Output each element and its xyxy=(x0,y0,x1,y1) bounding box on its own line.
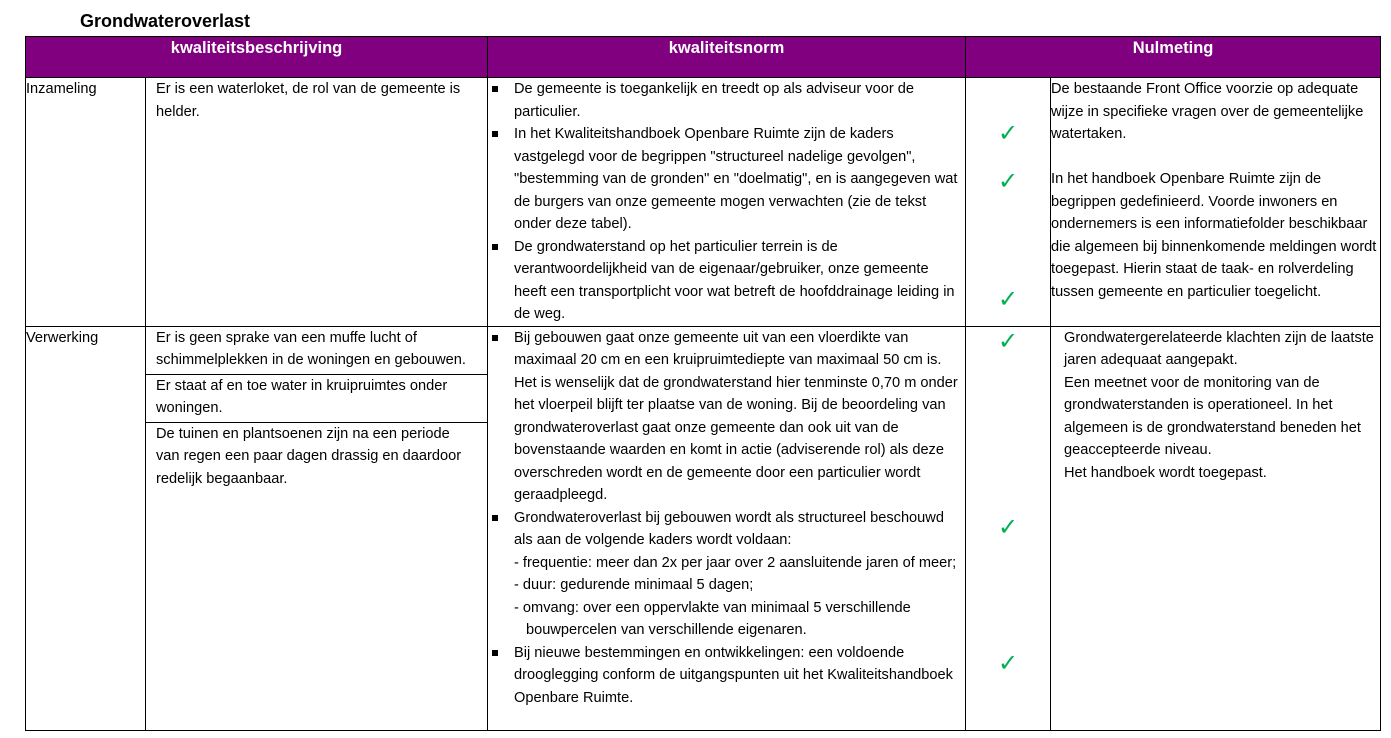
norm-cell xyxy=(488,326,966,731)
norm-subitem: - omvang: over een oppervlakte van minimaal 5 verschillende bouwpercelen van verschillende eigenaren. xyxy=(514,599,911,638)
header-description: kwaliteitsbeschrijving xyxy=(26,37,488,78)
category-cell: Inzameling xyxy=(26,78,146,327)
measurement-cell xyxy=(1051,78,1381,327)
norm-subitem: - duur: gedurende minimaal 5 dagen; xyxy=(514,577,754,593)
norm-item-text: Grondwateroverlast bij gebouwen wordt als structureel beschouwd als aan de volgende kaders wordt voldaan: xyxy=(514,509,944,548)
page-title: Grondwateroverlast xyxy=(80,11,251,31)
norm-subitem-list xyxy=(514,552,965,642)
check-icon: ✓ xyxy=(997,167,1019,195)
check-cell xyxy=(966,78,1051,327)
table-row xyxy=(26,78,1381,327)
table-row xyxy=(26,326,1381,731)
description-text: Er is geen sprake van een muffe lucht of schimmelplekken in de woningen en gebouwen. xyxy=(146,327,487,375)
check-icon: ✓ xyxy=(997,119,1019,147)
description-text: De tuinen en plantsoenen zijn na een periode van regen een paar dagen drassig en daardoor redelijk begaanbaar. xyxy=(156,425,462,487)
norm-item: In het Kwaliteitshandboek Openbare Ruimte zijn de kaders vastgelegd voor de begrippen "structureel nadelige gevolgen", "bestemming van de gronden" en "doelmatig", en is aangegeven wat de burgers van onze gemeente mogen verwachten (zie de tekst onder deze tabel). xyxy=(488,123,965,236)
description-cell xyxy=(146,326,488,731)
category-cell: Verwerking xyxy=(26,326,146,731)
norm-item: De gemeente is toegankelijk en treedt op als adviseur voor de particulier. xyxy=(488,78,965,123)
measurement-text: De bestaande Front Office voorzie op adequate wijze in specifieke vragen over de gemeentelijke watertaken. xyxy=(1051,81,1364,142)
norm-cell xyxy=(488,78,966,327)
norm-item: De grondwaterstand op het particulier terrein is de verantwoordelijkheid van de eigenaar/gebruiker, onze gemeente heeft een transportplicht voor wat betreft de hoofddrainage leiding in de weg. xyxy=(488,236,965,326)
header-norm: kwaliteitsnorm xyxy=(488,37,966,78)
measurement-cell xyxy=(1051,326,1381,731)
check-icon: ✓ xyxy=(997,648,1019,677)
quality-table xyxy=(25,36,1381,731)
description-cell xyxy=(146,78,488,327)
description-text: Er is een waterloket, de rol van de gemeente is helder. xyxy=(156,81,461,120)
header-measurement: Nulmeting xyxy=(966,37,1381,78)
check-cell xyxy=(966,326,1051,731)
norm-subitem: - frequentie: meer dan 2x per jaar over 2 aansluitende jaren of meer; xyxy=(514,554,957,571)
header-row xyxy=(26,37,1381,78)
measurement-text: In het handboek Openbare Ruimte zijn de begrippen gedefinieerd. Voorde inwoners en ondernemers is een informatiefolder beschikbaar die algemeen bij binnenkomende meldingen wordt toegepast. Hierin staat de taak- en rolverdeling tussen gemeente en particulier toegelicht. xyxy=(1051,171,1377,300)
check-icon: ✓ xyxy=(997,326,1019,355)
norm-item: Bij gebouwen gaat onze gemeente uit van een vloerdikte van maximaal 20 cm en een kruipruimtediepte van maximaal 50 cm is. Het is wenselijk dat de grondwaterstand hier tenminste 0,70 m onder het vloerpeil blijft ter plaatse van de woning. Bij de beoordeling van grondwateroverlast gaat onze gemeente dan ook uit van de bovenstaande waarden en komt in actie (adviserende rol) als deze overschreden wordt en de gemeente door een particulier wordt geraadpleegd. xyxy=(488,327,965,507)
measurement-text: Een meetnet voor de monitoring van de grondwaterstanden is operationeel. In het algemeen is de grondwaterstand beneden het geaccepteerde niveau. xyxy=(1064,374,1361,458)
measurement-text: Grondwatergerelateerde klachten zijn de laatste jaren adequaat aangepakt. xyxy=(1064,329,1374,368)
check-icon: ✓ xyxy=(997,512,1019,541)
check-icon: ✓ xyxy=(997,285,1019,313)
description-text: Er staat af en toe water in kruipruimtes onder woningen. xyxy=(146,375,487,423)
norm-item: Bij nieuwe bestemmingen en ontwikkelingen: een voldoende drooglegging conform de uitgangspunten uit het Kwaliteitshandboek Openbare Ruimte. xyxy=(488,642,965,710)
measurement-text: Het handboek wordt toegepast. xyxy=(1064,464,1267,481)
norm-item xyxy=(488,507,965,642)
